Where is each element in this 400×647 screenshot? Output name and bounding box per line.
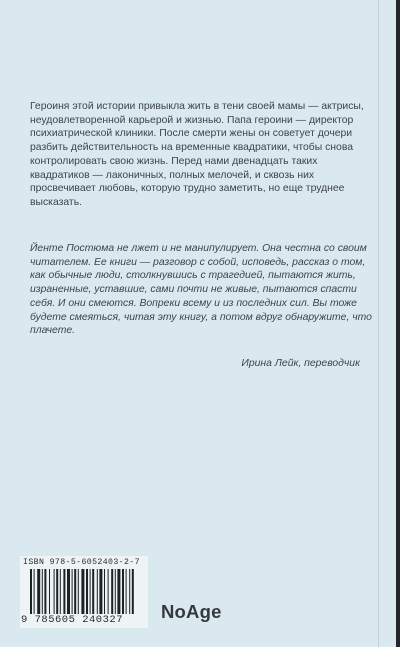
barcode-image xyxy=(30,569,140,614)
quote-attribution: Ирина Лейк, переводчик xyxy=(241,358,360,369)
publisher-logo: NoAge xyxy=(161,601,222,622)
spine-fold-line xyxy=(378,0,379,647)
ean-digits: 9 785605 240327 xyxy=(21,614,124,626)
book-description: Героиня этой истории привыкла жить в тени своей мамы — актрисы, неудовлетворенной карьерой и жизнью. Папа героини — директор психиатрической клиники. После смерти жены он советует дочери разбить действительность на временные квадратики, чтобы снова контролировать свою жизнь. Перед нами двенадцать таких квадратиков — лаконичных, полных мелочей, и сквозь них просвечивает любовь, которую трудно заметить, но еще труднее высказать. xyxy=(30,101,364,208)
review-quote: Йенте Постюма не лжет и не манипулирует. Она честна со своим читателем. Ее книги — разговор с собой, исповедь, рассказ о том, как обычные люди, столкнувшись с трагедией, пытаются жить, израненные, уставшие, сами почти не живые, пытаются спасти себя. И они смеются. Вопреки всему и из последних сил. Вы тоже будете смеяться, читая эту книгу, а потом вдруг обнаружите, что плачете. xyxy=(30,243,372,337)
barcode-area xyxy=(20,556,148,628)
isbn-number: ISBN 978-5-6052403-2-7 xyxy=(23,558,140,567)
